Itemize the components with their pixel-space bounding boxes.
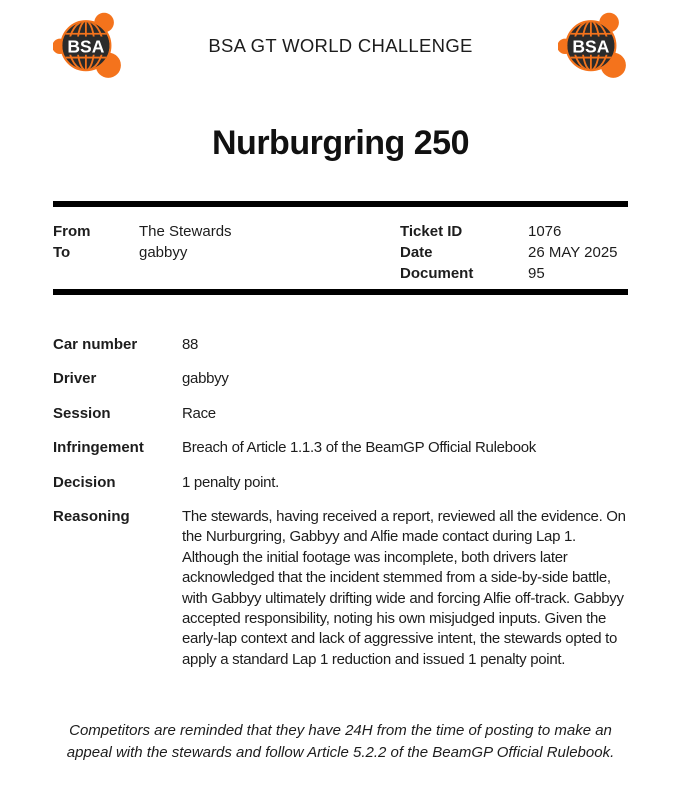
series-title: BSA GT WORLD CHALLENGE [208,35,473,56]
row-value: 95 [528,265,545,282]
bsa-logo-left [53,12,123,80]
table-row [400,242,628,263]
row-label: Reasoning [53,508,130,526]
row-label: Document [400,265,474,282]
table-row [53,242,400,263]
meta-ticket-info [400,221,628,284]
decision-details [53,335,628,670]
table-row [53,335,628,355]
row-label: Ticket ID [400,223,463,240]
row-label: Driver [53,370,97,388]
row-label: Infringement [53,439,144,457]
table-row [53,404,628,424]
logo-bsa-text: BSA [67,36,105,57]
row-label: To [53,244,71,261]
appeal-note: Competitors are reminded that they have 24H from the time of posting to make an appeal with the stewards and follow Article 5.2.2 of the BeamGP Official Rulebook. [66,722,615,762]
row-label: From [53,223,91,240]
row-value: gabbyy [139,244,188,261]
row-label: Car number [53,336,138,353]
row-value: Breach of Article 1.1.3 of the BeamGP Official Rulebook [182,439,536,457]
row-value: 1 penalty point. [182,473,279,491]
row-value: gabbyy [182,370,229,388]
row-value: 88 [182,336,199,353]
bsa-logo-right [558,12,628,80]
table-row [400,263,628,284]
table-row [53,369,628,389]
row-label: Date [400,244,433,261]
row-label: Session [53,404,111,422]
header [53,12,628,80]
meta-from-to [53,221,400,284]
row-label: Decision [53,473,116,491]
row-value: 26 MAY 2025 [528,244,618,261]
row-value: Race [182,404,216,422]
row-value: The Stewards [139,223,232,240]
table-row [53,221,400,242]
event-title: Nurburgring 250 [212,124,469,162]
table-row [400,221,628,242]
row-value: 1076 [528,223,562,240]
table-row [53,438,628,458]
table-row [53,473,628,493]
meta-table [53,201,628,295]
row-value: The stewards, having received a report, reviewed all the evidence. On the Nurburgring, Gabbyy and Alfie made contact during Lap 1. Although the initial footage was incomplete, both drivers later acknowledged that the incident stemmed from a side-by-side battle, with Gabbyy ultimately drifting wide and forcing Alfie off-track. Gabbyy accepted responsibility, noting his own misjudged inputs. Given the early-lap context and lack of aggressive intent, the stewards opted to apply a standard Lap 1 reduction and issued 1 penalty point. [182,508,626,668]
table-row [53,507,628,670]
